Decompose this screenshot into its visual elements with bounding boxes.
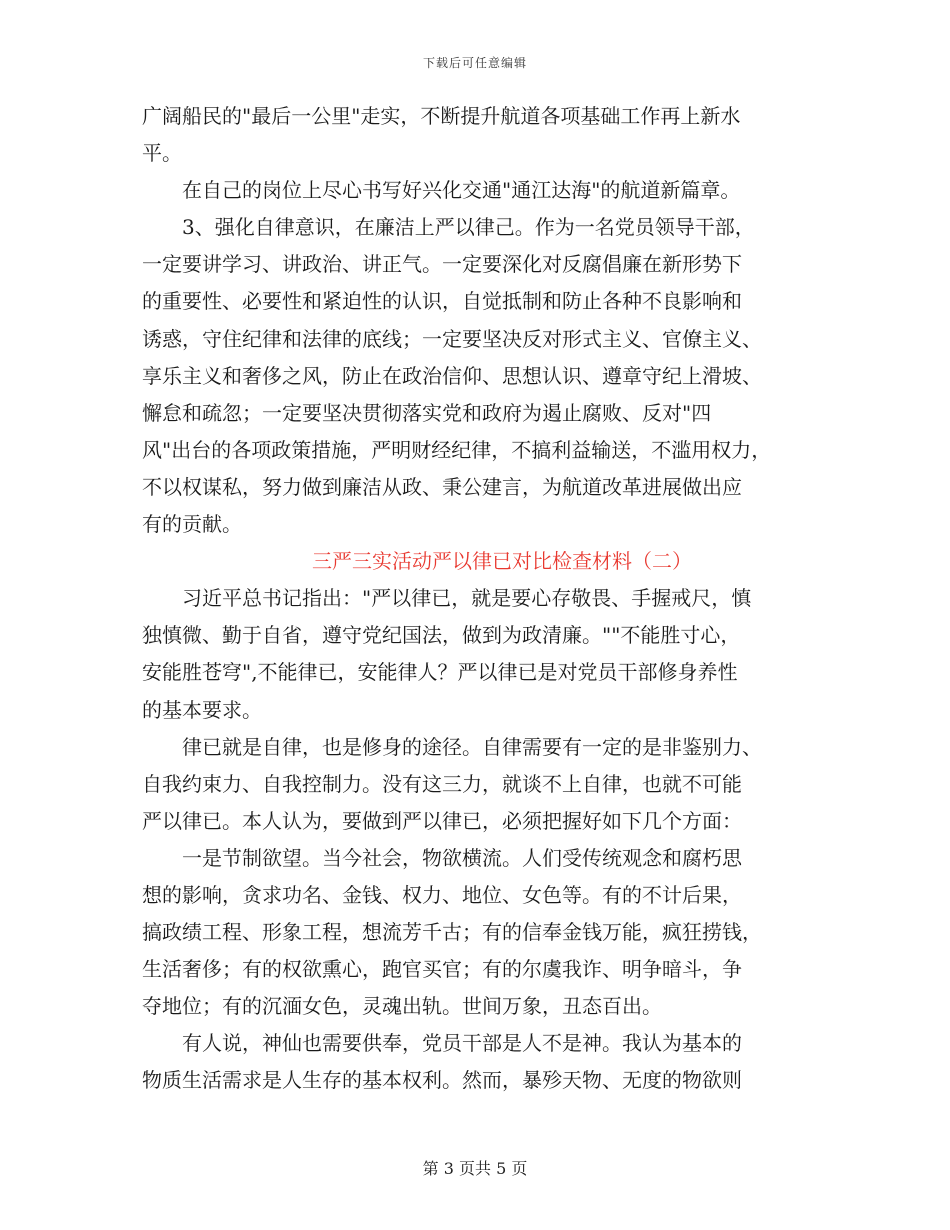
paragraph-line: 的重要性、必要性和紧迫性的认识，自觉抵制和防止各种不良影响和 (142, 289, 742, 314)
paragraph-line: 独慎微、勤于自省，遵守党纪国法，做到为政清廉。""不能胜寸心， (142, 623, 741, 648)
paragraph-line: 律已就是自律，也是修身的途径。自律需要有一定的是非鉴别力、 (182, 734, 762, 759)
paragraph-line: 有人说，神仙也需要供奉，党员干部是人不是神。我认为基本的 (182, 1031, 742, 1056)
paragraph-line: 在自己的岗位上尽心书写好兴化交通"通江达海"的航道新篇章。 (182, 178, 741, 203)
paragraph-line: 广阔船民的"最后一公里"走实，不断提升航道各项基础工作再上新水 (142, 104, 741, 128)
paragraph-line: 风"出台的各项政策措施，严明财经纪律，不搞利益输送，不滥用权力， (142, 437, 772, 462)
paragraph-line: 懈怠和疏忽；一定要坚决贯彻落实党和政府为遏止腐败、反对"四 (142, 400, 712, 425)
document-body (142, 98, 822, 1100)
paragraph-line: 的基本要求。 (142, 697, 262, 722)
section-title: 三严三实活动严以律已对比检查材料（二） (312, 549, 692, 574)
paragraph-line: 搞政绩工程、形象工程，想流芳千古；有的信奉金钱万能，疯狂捞钱， (142, 920, 762, 945)
paragraph-line: 3、强化自律意识，在廉洁上严以律己。作为一名党员领导干部， (182, 215, 755, 240)
paragraph-line: 习近平总书记指出："严以律已，就是要心存敬畏、手握戒尺，慎 (182, 586, 752, 611)
paragraph-line: 一定要讲学习、讲政治、讲正气。一定要深化对反腐倡廉在新形势下 (142, 252, 742, 277)
paragraph-line: 安能胜苍穹",不能律已，安能律人？严以律已是对党员干部修身养性 (142, 660, 738, 685)
paragraph-line: 不以权谋私，努力做到廉洁从政、秉公建言，为航道改革进展做出应 (142, 474, 742, 499)
paragraph-line: 自我约束力、自我控制力。没有这三力，就谈不上自律，也就不可能 (142, 771, 742, 796)
paragraph-line: 平。 (142, 141, 182, 166)
paragraph-line: 一是节制欲望。当今社会，物欲横流。人们受传统观念和腐朽思 (182, 845, 742, 870)
paragraph-line: 生活奢侈；有的权欲熏心，跑官买官；有的尔虞我诈、明争暗斗，争 (142, 957, 742, 982)
paragraph-line: 物质生活需求是人生存的基本权利。然而，暴殄天物、无度的物欲则 (142, 1068, 742, 1093)
paragraph-line: 有的贡献。 (142, 512, 242, 537)
paragraph-line: 想的影响，贪求功名、金钱、权力、地位、女色等。有的不计后果， (142, 882, 742, 907)
paragraph-line: 享乐主义和奢侈之风，防止在政治信仰、思想认识、遵章守纪上滑坡、 (142, 363, 762, 388)
page-footer: 第 3 页共 5 页 (422, 1159, 528, 1178)
page-header: 下载后可任意编辑 (422, 56, 527, 70)
paragraph-line: 夺地位；有的沉湎女色，灵魂出轨。世间万象，丑态百出。 (142, 994, 662, 1019)
paragraph-line: 严以律已。本人认为，要做到严以律已，必须把握好如下几个方面： (142, 808, 742, 833)
paragraph-line: 诱惑，守住纪律和法律的底线；一定要坚决反对形式主义、官僚主义、 (142, 326, 762, 351)
